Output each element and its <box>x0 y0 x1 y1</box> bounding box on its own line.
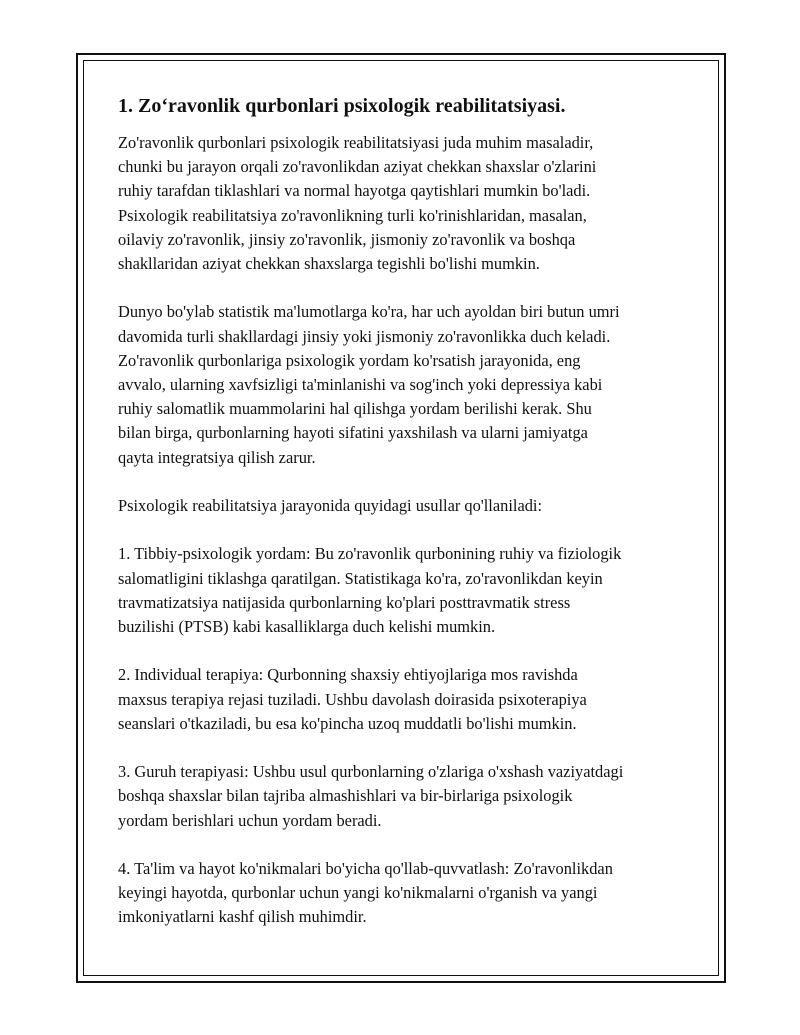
document-content <box>118 93 698 954</box>
paragraph-intro: Zo'ravonlik qurbonlari psixologik reabilitatsiyasi juda muhim masaladir, chunki bu jarayon orqali zo'ravonlikdan aziyat chekkan shaxslar o'zlarini ruhiy tarafdan tiklashlari va normal hayotga qaytishlari mumkin bo'ladi. Psixologik reabilitatsiya zo'ravonlikning turli ko'rinishlaridan, masalan, oilaviy zo'ravonlik, jinsiy zo'ravonlik, jismoniy zo'ravonlik va boshqa shakllaridan aziyat chekkan shaxslarga tegishli bo'lishi mumkin. <box>118 133 597 274</box>
document-title: 1. Zo‘ravonlik qurbonlari psixologik reabilitatsiyasi. <box>118 95 566 117</box>
list-item-medical-psychological: 1. Tibbiy-psixologik yordam: Bu zo'ravonlik qurbonining ruhiy va fiziologik salomatligini tiklashga qaratilgan. Statistikaga ko'ra, zo'ravonlikdan keyin travmatizatsiya natijasida qurbonlarning ko'plari posttravmatik stress buzilishi (PTSB) kabi kasalliklarga duch kelishi mumkin. <box>118 544 622 637</box>
list-item-individual-therapy: 2. Individual terapiya: Qurbonning shaxsiy ehtiyojlariga mos ravishda maxsus terapiya rejasi tuziladi. Ushbu davolash doirasida psixoterapiya seanslari o'tkaziladi, bu esa ko'pincha uzoq muddatli bo'lishi mumkin. <box>118 665 587 733</box>
paragraph-statistics: Dunyo bo'ylab statistik ma'lumotlarga ko'ra, har uch ayoldan biri butun umri davomida turli shakllardagi jinsiy yoki jismoniy zo'ravonlikka duch keladi. Zo'ravonlik qurbonlariga psixologik yordam ko'rsatish jarayonida, eng avvalo, ularning xavfsizligi ta'minlanishi va sog'inch yoki depressiya kabi ruhiy salomatlik muammolarini hal qilishga yordam berilishi kerak. Shu bilan birga, qurbonlarning hayoti sifatini yaxshilash va ularni jamiyatga qayta integratsiya qilish zarur. <box>118 302 620 467</box>
paragraph-methods-intro: Psixologik reabilitatsiya jarayonida quyidagi usullar qo'llaniladi: <box>118 496 543 516</box>
list-item-group-therapy: 3. Guruh terapiyasi: Ushbu usul qurbonlarning o'zlariga o'xshash vaziyatdagi boshqa shaxslar bilan tajriba almashishlari va bir-birlariga psixologik yordam berishlari uchun yordam beradi. <box>118 762 624 830</box>
list-item-education-support: 4. Ta'lim va hayot ko'nikmalari bo'yicha qo'llab-quvvatlash: Zo'ravonlikdan keyingi hayotda, qurbonlar uchun yangi ko'nikmalarni o'rganish va yangi imkoniyatlarni kashf qilish muhimdir. <box>118 859 613 927</box>
